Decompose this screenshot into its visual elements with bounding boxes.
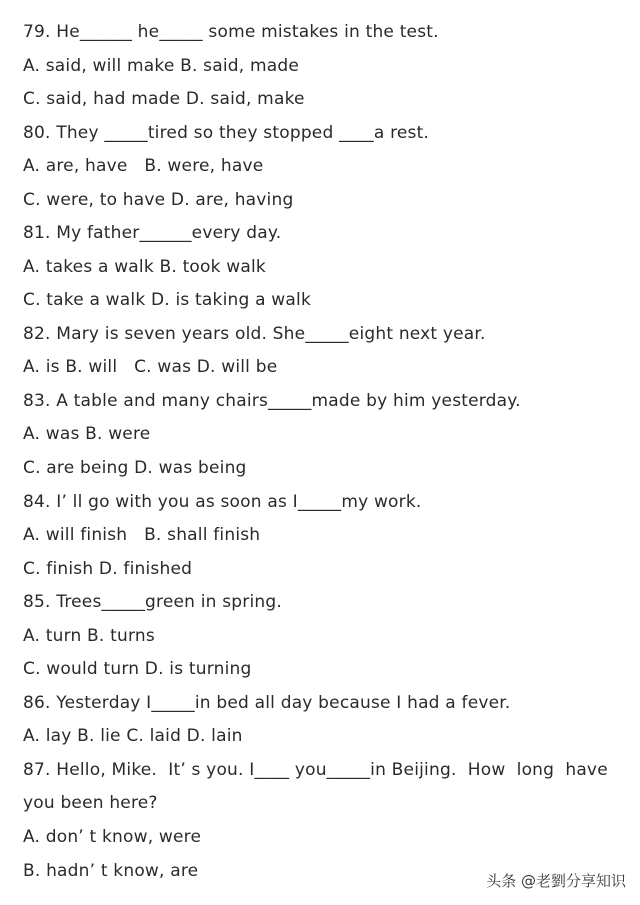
question-82: 82. Mary is seven years old. She_____eight next year. <box>23 324 486 344</box>
question-80-options-cd: C. were, to have D. are, having <box>23 190 294 210</box>
question-84: 84. I’ ll go with you as soon as I_____my work. <box>23 492 422 512</box>
question-87-option-a: A. don’ t know, were <box>23 827 202 847</box>
watermark-label: 头条 @老劉分享知识 <box>486 872 626 890</box>
question-79: 79. He______ he_____ some mistakes in the test. <box>23 22 439 42</box>
question-81-options-ab: A. takes a walk B. took walk <box>23 257 266 277</box>
question-87: 87. Hello, Mike. It’ s you. I____ you_____in Beijing. How long have <box>23 760 608 780</box>
question-80-options-ab: A. are, have B. were, have <box>23 156 264 176</box>
question-83: 83. A table and many chairs_____made by him yesterday. <box>23 391 521 411</box>
question-85-options-ab: A. turn B. turns <box>23 626 155 646</box>
question-79-options-cd: C. said, had made D. said, make <box>23 89 305 109</box>
question-85: 85. Trees_____green in spring. <box>23 592 282 612</box>
question-86: 86. Yesterday I_____in bed all day because I had a fever. <box>23 693 511 713</box>
question-83-options-ab: A. was B. were <box>23 424 151 444</box>
question-79-options-ab: A. said, will make B. said, made <box>23 56 299 76</box>
question-84-options-cd: C. finish D. finished <box>23 559 193 579</box>
question-80: 80. They _____tired so they stopped ____a rest. <box>23 123 430 143</box>
question-85-options-cd: C. would turn D. is turning <box>23 659 252 679</box>
question-87-continued: you been here? <box>23 793 158 813</box>
question-86-options: A. lay B. lie C. laid D. lain <box>23 726 243 746</box>
question-81: 81. My father______every day. <box>23 223 282 243</box>
question-84-options-ab: A. will finish B. shall finish <box>23 525 261 545</box>
question-81-options-cd: C. take a walk D. is taking a walk <box>23 290 311 310</box>
question-87-option-b: B. hadn’ t know, are <box>23 861 199 881</box>
question-82-options: A. is B. will C. was D. will be <box>23 357 278 377</box>
question-83-options-cd: C. are being D. was being <box>23 458 247 478</box>
